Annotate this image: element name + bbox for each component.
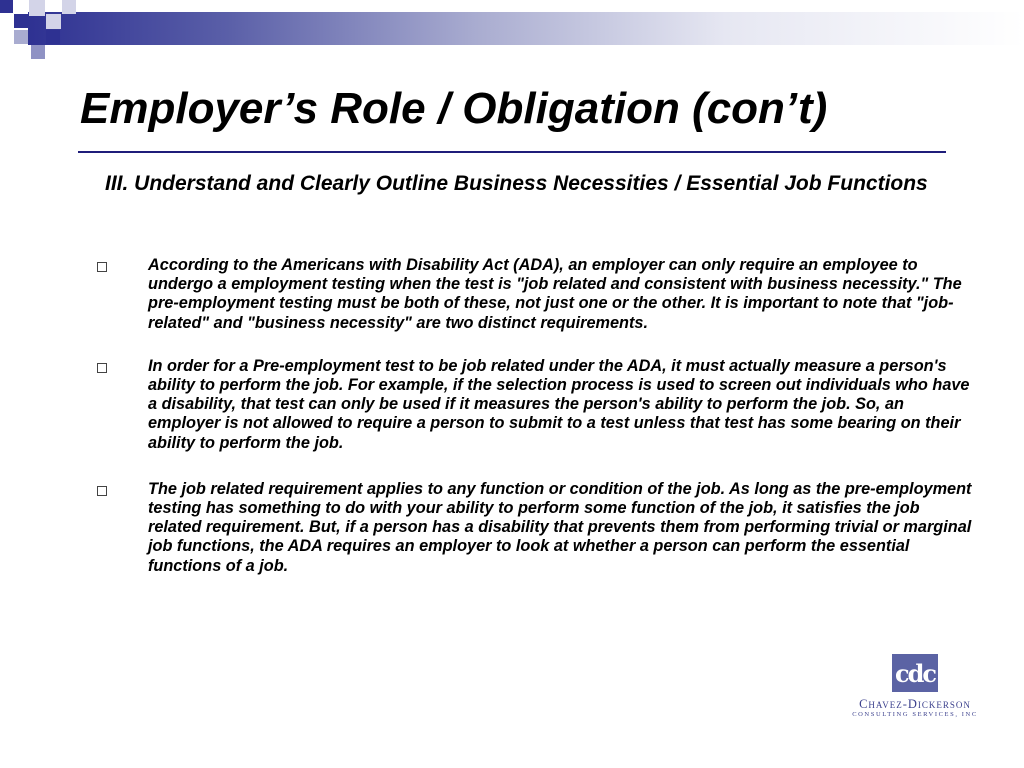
bullet-list [96,256,976,576]
bullet-text: According to the Americans with Disability Act (ADA), an employer can only require an employee to undergo a employment testing when the test is "job related and consistent with business necessity." The pre-employment testing must be both of these, not just one or the other. It is important to note that "job-related" and "business necessity" are two distinct requirements. [148,256,962,332]
company-logo-tagline: CONSULTING SERVICES, INC [852,711,978,718]
decor-square [31,45,45,59]
title-underline [78,151,946,153]
decor-square [46,14,61,29]
decor-square [62,0,76,14]
slide-title: Employer’s Role / Obligation (con’t) [80,84,828,133]
decor-square [29,0,45,16]
bullet-text: The job related requirement applies to any function or condition of the job. As long as the pre-employment testing has something to do with your ability to perform some function of the job, it satisfies the job related requirement. But, if a person has a disability that prevents them from performing trivial or marginal job functions, the ADA requires an employer to look at whether a person can perform the essential functions of a job. [148,479,972,575]
company-logo-mark: cdc [892,654,938,692]
bullet-item [96,357,976,453]
bullet-text: In order for a Pre-employment test to be job related under the ADA, it must actually measure a person's ability to perform the job. For example, if the selection process is used to screen out individuals who have a disability, that test can only be used if it measures the person's ability to perform the job. So, an employer is not allowed to require a person to submit to a test unless that test has some bearing on their ability to perform the job. [148,356,970,452]
slide-subtitle: III. Understand and Clearly Outline Business Necessities / Essential Job Functions [105,172,928,195]
bullet-item [96,256,976,333]
square-bullet-icon [97,486,107,496]
bullet-item [96,480,976,576]
square-bullet-icon [97,363,107,373]
decor-square [14,14,28,28]
header-gradient-band [28,12,1024,45]
company-logo-name: Chavez-Dickerson [859,697,971,711]
decor-square [0,0,13,13]
decor-square [46,30,60,44]
square-bullet-icon [97,262,107,272]
decor-square [14,30,28,44]
